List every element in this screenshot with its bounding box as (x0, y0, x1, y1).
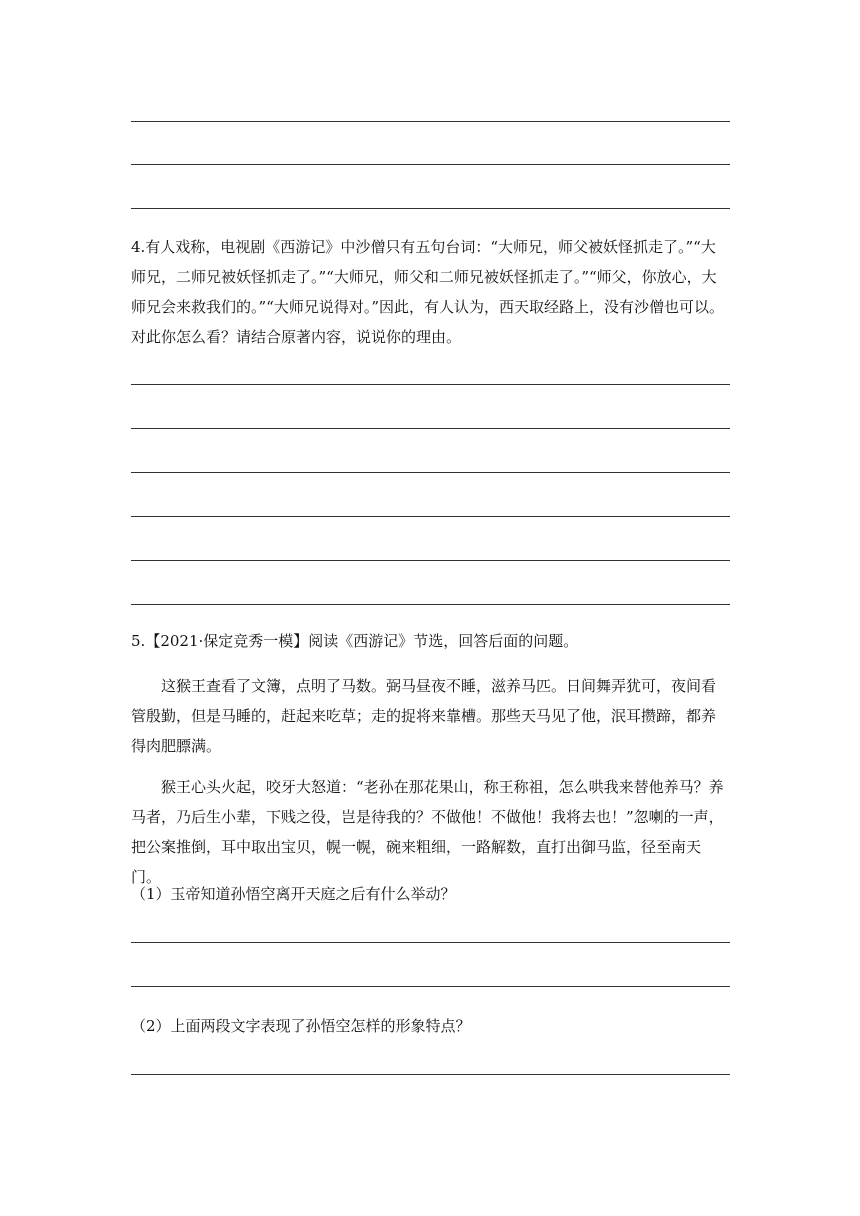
sub-question-2: （2）上面两段文字表现了孙悟空怎样的形象特点？ (131, 1017, 471, 1035)
question-4-text: 4.有人戏称，电视剧《西游记》中沙僧只有五句台词：“大师兄，师父被妖怪抓走了。”“大师兄，二师兄被妖怪抓走了。”“大师兄，师父和二师兄被妖怪抓走了。”“师父，你放心，大师兄会来救我们的。”“大师兄说得对。”因此，有人认为，西天取经路上，没有沙僧也可以。对此你怎么看？请结合原著内容，说说你的理由。 (131, 238, 725, 346)
excerpt-paragraph-2: 猴王心头火起，咬牙大怒道：“老孙在那花果山，称王称祖，怎么哄我来替他养马？养马者，乃后生小辈，下贱之役，岂是待我的？不做他！不做他！我将去也！”忽喇的一声，把公案推倒，耳中取出宝贝，幌一幌，碗来粗细，一路解数，直打出御马监，径至南天门。 (131, 778, 724, 886)
answer-line (131, 516, 730, 517)
question-number: 5. (131, 632, 146, 650)
answer-line (131, 1074, 730, 1075)
answer-line (131, 384, 730, 385)
sub-question-1: （1）玉帝知道孙悟空离开天庭之后有什么举动？ (131, 885, 456, 903)
answer-line (131, 208, 730, 209)
answer-line (131, 428, 730, 429)
question-source: 【2021·保定竞秀一模】 (145, 632, 309, 650)
answer-line (131, 942, 730, 943)
question-5-heading (131, 626, 730, 656)
answer-line (131, 121, 730, 122)
answer-line (131, 604, 730, 605)
answer-line (131, 164, 730, 165)
answer-line (131, 472, 730, 473)
answer-line (131, 560, 730, 561)
question-prompt: 阅读《西游记》节选，回答后面的问题。 (308, 632, 579, 650)
answer-line (131, 986, 730, 987)
excerpt-paragraph-1: 这猴王查看了文簿，点明了马数。弼马昼夜不睡，滋养马匹。日间舞弄犹可，夜间看管殷勤，但是马睡的，赶起来吃草；走的捉将来靠槽。那些天马见了他，泯耳攒蹄，都养得肉肥膘满。 (131, 677, 717, 755)
